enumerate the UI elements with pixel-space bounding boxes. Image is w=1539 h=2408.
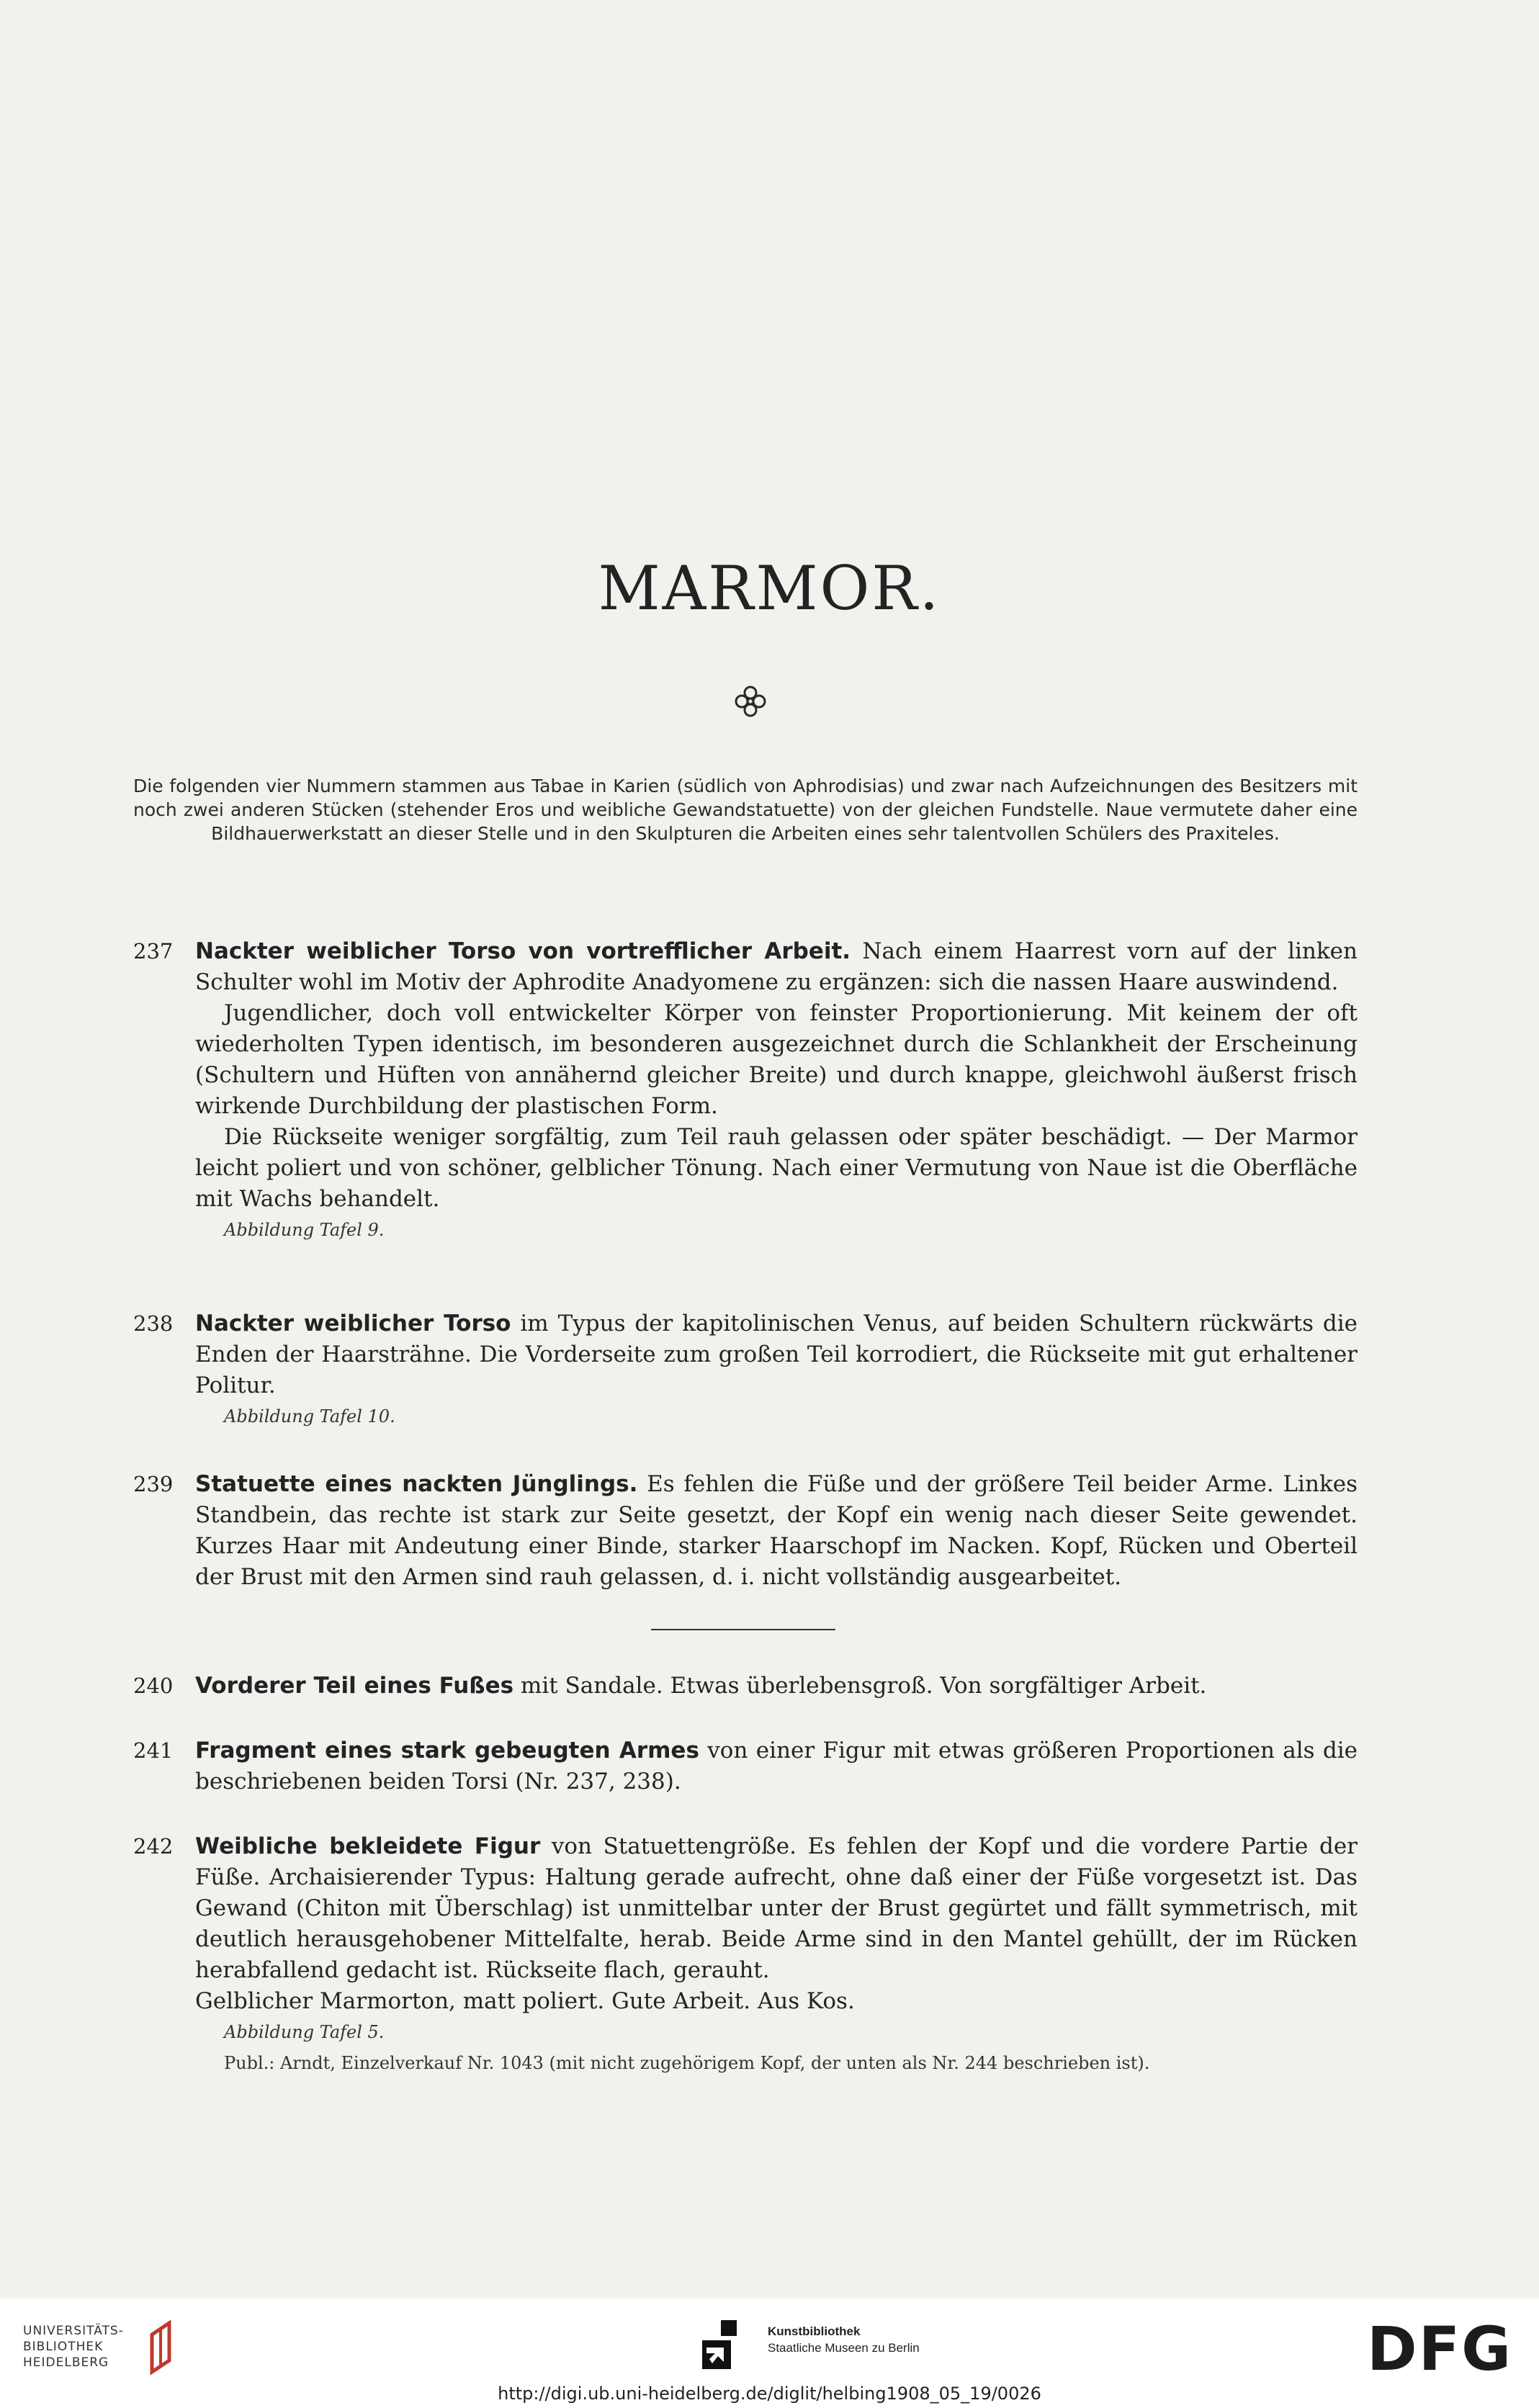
entry-number: 238	[133, 1311, 174, 1336]
plate-reference: Abbildung Tafel 9.	[224, 1220, 385, 1240]
entry-title: Nackter weiblicher Torso	[195, 1311, 511, 1336]
dfg-logo[interactable]: DFG	[1367, 2314, 1513, 2384]
entry-number: 239	[133, 1472, 174, 1496]
entry-title: Fragment eines stark gebeugten Armes	[195, 1738, 699, 1764]
catalog-entry-237	[133, 936, 1358, 1246]
ub-heidelberg-logo-text[interactable]	[23, 2323, 124, 2371]
entry-paragraph: Jugendlicher, doch voll entwickelter Körper von feinster Proportionierung. Mit keinem der oft wiederholten Typen identisch, im besonderen ausgezeichnet durch die Schlankheit der Erscheinung (Schultern und Hüften von annähernd gleicher Breite) und durch knappe, gleichwohl äußerst frisch wirkende Durchbildung der plastischen Form.	[195, 1000, 1358, 1119]
catalog-entry-240	[133, 1671, 1358, 1702]
kunstbibliothek-logo-text[interactable]	[768, 2323, 920, 2356]
kunstbibliothek-logo-icon[interactable]	[702, 2319, 764, 2369]
entry-title: Statuette eines nackten Jünglings.	[195, 1471, 638, 1497]
entry-paragraph: Gelblicher Marmorton, matt poliert. Gute Arbeit. Aus Kos.	[195, 1988, 855, 2014]
plate-reference: Abbildung Tafel 10.	[224, 1406, 395, 1427]
entry-paragraph: Die Rückseite weniger sorgfältig, zum Teil rauh gelassen oder später beschädigt. — Der Marmor leicht poliert und von schöner, gelblicher Tönung. Nach einer Vermutung von Naue ist die Oberfläche mit Wachs behandelt.	[195, 1124, 1358, 1212]
page-url[interactable]: http://digi.ub.uni-heidelberg.de/diglit/helbing1908_05_19/0026	[498, 2384, 1041, 2404]
entry-text: von einer Figur mit etwas größeren Proportionen als die beschriebenen beiden Torsi (Nr. 237, 238).	[195, 1738, 1358, 1794]
catalog-entry-242	[133, 1831, 1358, 2079]
ub-logo-line: BIBLIOTHEK	[23, 2340, 104, 2354]
entry-text: im Typus der kapitolinischen Venus, auf beiden Schultern rückwärts die Enden der Haarsträhne. Die Vorderseite zum großen Teil korrodiert, die Rückseite mit gut erhaltener Politur.	[195, 1311, 1358, 1398]
entry-text: mit Sandale. Etwas überlebensgroß. Von sorgfältiger Arbeit.	[520, 1673, 1207, 1699]
entry-number: 237	[133, 939, 174, 963]
entry-number: 242	[133, 1834, 174, 1859]
ub-logo-line: HEIDELBERG	[23, 2355, 109, 2370]
entry-title: Vorderer Teil eines Fußes	[195, 1673, 514, 1699]
catalog-entry-239	[133, 1469, 1358, 1593]
entry-title: Weibliche bekleidete Figur	[195, 1833, 541, 1859]
entry-title: Nackter weiblicher Torso von vortrefflicher Arbeit.	[195, 938, 851, 964]
rosette-ornament-icon	[733, 684, 768, 719]
ub-logo-line: UNIVERSITÄTS-	[23, 2324, 124, 2338]
publication-reference: Publ.: Arndt, Einzelverkauf Nr. 1043 (mit nicht zugehörigem Kopf, der unten als Nr. 244 beschrieben ist).	[224, 2053, 1150, 2073]
page-title: MARMOR.	[598, 553, 941, 624]
kb-subtitle: Staatliche Museen zu Berlin	[768, 2341, 920, 2355]
entry-number: 241	[133, 1738, 174, 1763]
entry-number: 240	[133, 1674, 174, 1698]
entry-text: Nach einem Haarrest vorn auf der linken Schulter wohl im Motiv der Aphrodite Anadyomene zu ergänzen: sich die nassen Haare auswindend.	[195, 938, 1358, 995]
entry-text: Es fehlen die Füße und der größere Teil beider Arme. Linkes Standbein, das rechte ist stark zur Seite gesetzt, der Kopf ein wenig nach dieser Seite gewendet. Kurzes Haar mit Andeutung einer Binde, starker Haarschopf im Nacken. Kopf, Rücken und Oberteil der Brust mit den Armen sind rauh gelassen, d. i. nicht vollständig ausgearbeitet.	[195, 1471, 1358, 1590]
intro-paragraph: Die folgenden vier Nummern stammen aus Tabae in Karien (südlich von Aphrodisias) und zwar nach Aufzeichnungen des Besitzers mit noch zwei anderen Stücken (stehender Eros und weibliche Gewandstatuette) von der gleichen Fundstelle. Naue vermutete daher eine Bildhauerwerkstatt an dieser Stelle und in den Skulpturen die Arbeiten eines sehr talentvollen Schülers des Praxiteles.	[133, 776, 1358, 844]
catalog-entry-238	[133, 1308, 1358, 1432]
catalog-entry-241	[133, 1735, 1358, 1797]
section-divider	[651, 1629, 835, 1630]
entry-text: von Statuettengröße. Es fehlen der Kopf und die vordere Partie der Füße. Archaisierender Typus: Haltung gerade aufrecht, ohne daß einer der Füße vorgesetzt ist. Das Gewand (Chiton mit Überschlag) ist unmittelbar unter der Brust gegürtet und fällt symmetrisch, mit deutlich herausgehobener Mittelfalte, herab. Beide Arme sind in den Mantel gehüllt, der im Rücken herabfallend gedacht ist. Rückseite flach, gerauht.	[195, 1833, 1358, 1983]
ub-heidelberg-logo-icon[interactable]	[140, 2320, 184, 2378]
kb-title: Kunstbibliothek	[768, 2324, 861, 2338]
plate-reference: Abbildung Tafel 5.	[224, 2022, 385, 2042]
